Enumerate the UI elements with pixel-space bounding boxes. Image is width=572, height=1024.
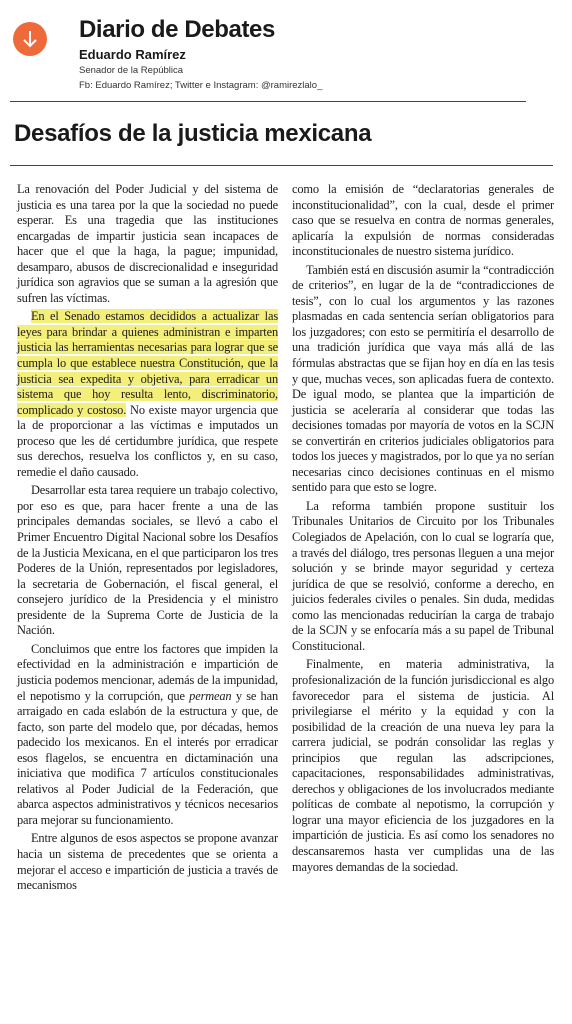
arrow-down-circle-icon (13, 22, 47, 56)
author-role: Senador de la República (79, 65, 184, 76)
paragraph: Entre algunos de esos aspectos se propone avanzar hacia un sistema de precedentes que se orienta a mejorar el acceso e impartición de justicia a través de mecanismos (17, 831, 278, 893)
author-social: Fb: Eduardo Ramírez; Twitter e Instagram: @ramirezlalo_ (79, 80, 323, 91)
paragraph-text: y se han arraigado en cada eslabón de la estructura y que, de facto, son parte del modelo que, por décadas, hemos padecido los mexicanos. En el interés por erradicar esos flagelos, se encuentra en dictaminación una iniciativa que modifica 7 artículos constitucionales relativos al Poder Judicial de la Federación, que abarca aspectos administrativos y técnicos necesarios para mejorar su funcionamiento. (17, 688, 278, 827)
publication-title: Diario de Debates (79, 16, 275, 43)
paragraph-text: Concluimos que entre los factores que impiden la efectividad en la administración e impartición de justicia podemos mencionar, además de la impunidad, el nepotismo y la corrupción, que (17, 641, 278, 703)
emphasized-word: permean (189, 688, 232, 703)
author-name: Eduardo Ramírez (79, 47, 186, 62)
paragraph (17, 642, 278, 829)
title-divider (10, 165, 553, 166)
article-column-left (17, 182, 278, 897)
paragraph: La reforma también propone sustituir los Tribunales Unitarios de Circuito por los Tribunales Colegiados de Apelación, con lo cual se lograría que, a través del diálogo, tres personas lleguen a una mejor solución y se brinde mayor seguridad y certeza jurídica de que se resolvió, conforme a derecho, en juicios federales civiles o penales. Sin duda, medidas como las mencionadas reducirían la carga de trabajo de la SCJN y se enfocaría más a su papel de Tribunal Constitucional. (292, 498, 554, 653)
paragraph-highlighted (17, 309, 278, 480)
highlighted-text: En el Senado estamos decididos a actualizar las leyes para brindar a quienes administran e imparten justicia las herramientas necesarias para lograr que se cumpla lo que establece nuestra Constitución, que la justicia sea expedita y objetiva, para erradicar un sistema que hoy resulta lento, discriminatorio, complicado y costoso. (17, 309, 278, 417)
paragraph-text: No existe mayor urgencia que la de proporcionar a las víctimas e imputados un proceso que les dé certidumbre jurídica, que respete sus derechos, resuelva los conflictos y, en su caso, remedie el daño causado. (17, 402, 278, 479)
article-column-right (292, 182, 554, 878)
column-header (0, 0, 572, 104)
paragraph: También está en discusión asumir la “contradicción de criterios”, en lugar de la de “contradicciones de tesis”, con lo cual los argumentos y las razones plasmadas en cada sentencia serían obligatorios para los juzgadores; con esto se permitiría el desarrollo de una tradición jurídica que vaya más allá de las fórmulas abstractas que se fijan hoy en día en las tesis y que, muchas veces, son aplicadas fuera de contexto. De igual modo, se plantea que la impartición de justicia se aceleraría al considerar que todas las decisiones tomadas por mayoría de votos en la SCJN se convertirán en criterios judiciales obligatorios para todos los jueces y magistrados, por lo que ya no serían necesarias cinco decisiones continuas en el mismo sentido para que esto se logre. (292, 262, 554, 495)
paragraph: La renovación del Poder Judicial y del sistema de justicia es una tarea por la que la sociedad no puede esperar. Es una tragedia que las instituciones encargadas de impartir justicia sean incapaces de hacer que el que la haga, la pague; impunidad, desamparo, abusos de discrecionalidad e inseguridad jurídica son agravios que se suman a la agresión que sufren las víctimas. (17, 182, 278, 305)
paragraph: Desarrollar esta tarea requiere un trabajo colectivo, por eso es que, para hacer frente a una de las principales demandas sociales, se llevó a cabo el Primer Encuentro Digital Nacional sobre los Desafíos de la Justicia Mexicana, en el que participaron los tres Poderes de la Unión, representados por legisladores, la secretaria de Gobernación, el fiscal general, el consejero jurídico de la Presidencia y el ministro presidente de la Suprema Corte de Justicia de la Nación. (17, 483, 278, 638)
article-title: Desafíos de la justicia mexicana (14, 120, 372, 147)
paragraph: Finalmente, en materia administrativa, la profesionalización de la función jurisdiccional es algo favorecedor para el sistema de justicia. Al privilegiarse el mérito y la equidad y con la posibilidad de la creación de una nueva ley para la carrera judicial, se podrán consolidar las reglas y principios que regulan las adscripciones, capacitaciones, responsabilidades administrativas, derechos y obligaciones de los involucrados mediante políticas de combate al nepotismo, la corrupción y lograr una mayor eficiencia de los juzgadores en la impartición de justicia. Es así como los senadores no descansaremos hasta ver cumplidas una de las mayores demandas de la sociedad. (292, 657, 554, 874)
header-divider (10, 101, 526, 102)
paragraph: como la emisión de “declaratorias generales de inconstitucionalidad”, con la cual, desde el primer caso que se resuelva en contra de normas generales, aplicaría la expulsión de normas consideradas inconstitucionales de nuestro sistema jurídico. (292, 182, 554, 259)
